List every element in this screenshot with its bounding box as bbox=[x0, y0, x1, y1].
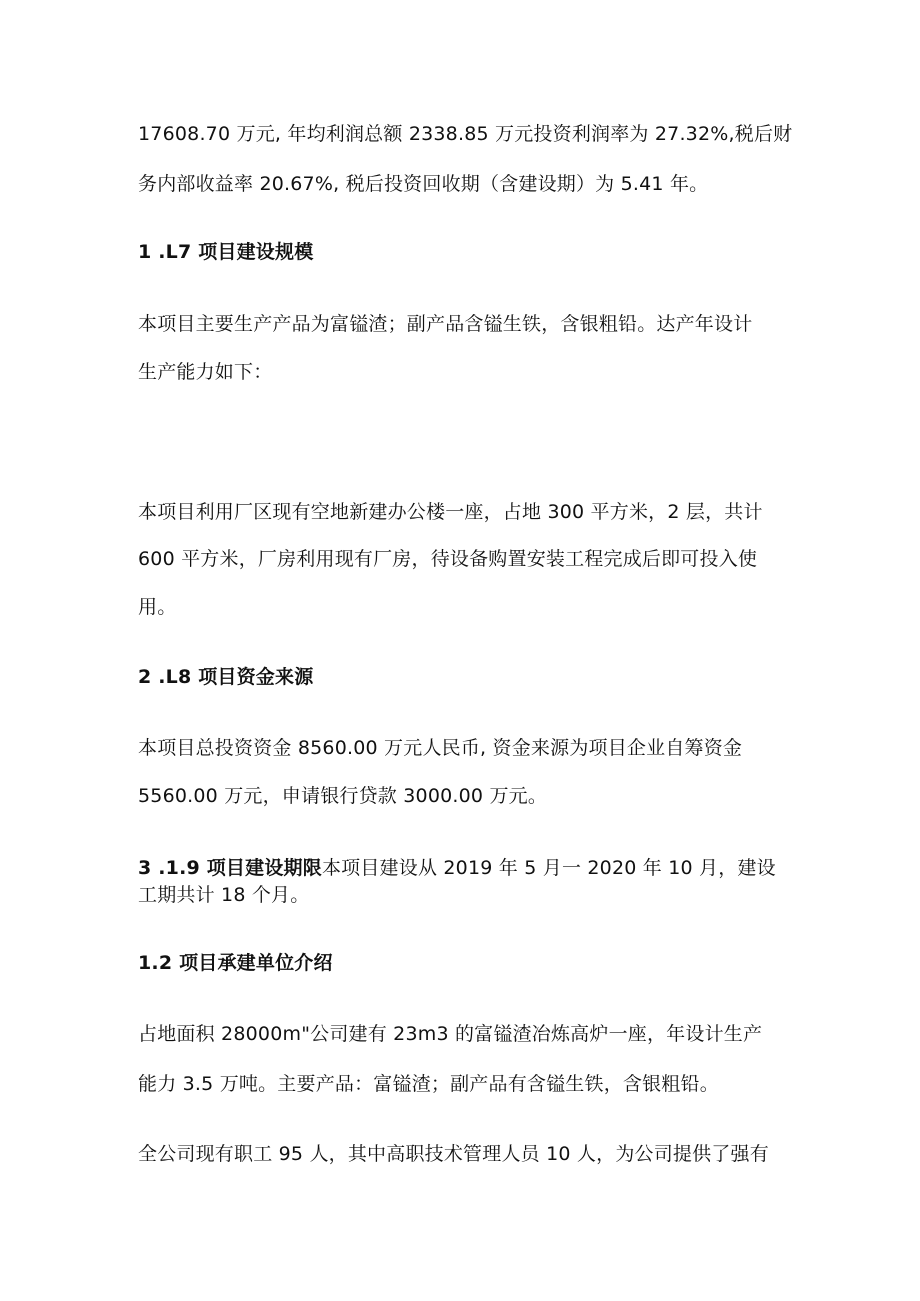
text-line: 17608.70 万元, 年均利润总额 2338.85 万元投资利润率为 27.32%,税后财 bbox=[138, 123, 793, 145]
text-line: 全公司现有职工 95 人，其中高职技术管理人员 10 人，为公司提供了强有 bbox=[138, 1143, 769, 1165]
section-heading: 2 .L8 项目资金来源 bbox=[138, 666, 314, 688]
text-line: 600 平方米，厂房利用现有厂房，待设备购置安装工程完成后即可投入使 bbox=[138, 548, 758, 570]
section-heading-inline bbox=[138, 856, 788, 880]
section-heading: 1.2 项目承建单位介绍 bbox=[138, 952, 333, 974]
section-heading: 3 .1.9 项目建设期限 bbox=[138, 857, 322, 879]
text-line: 本项目总投资资金 8560.00 万元人民币, 资金来源为项目企业自筹资金 bbox=[138, 737, 743, 759]
section-heading: 1 .L7 项目建设规模 bbox=[138, 241, 314, 263]
text-line: 工期共计 18 个月。 bbox=[138, 884, 310, 906]
text-line: 生产能力如下： bbox=[138, 361, 273, 383]
inline-text: 本项目建设从 2019 年 5 月一 2020 年 10 月，建设 bbox=[321, 857, 776, 879]
text-line: 本项目主要生产产品为富镒渣；副产品含镒生铁，含银粗铅。达产年设计 bbox=[138, 313, 753, 335]
text-line: 能力 3.5 万吨。主要产品：富镒渣；副产品有含镒生铁，含银粗铅。 bbox=[138, 1073, 719, 1095]
text-line: 本项目利用厂区现有空地新建办公楼一座，占地 300 平方米，2 层，共计 bbox=[138, 501, 763, 523]
text-line: 用。 bbox=[138, 596, 177, 618]
text-line: 占地面积 28000m"公司建有 23m3 的富镒渣冶炼高炉一座，年设计生产 bbox=[138, 1023, 763, 1045]
text-line: 务内部收益率 20.67%, 税后投资回收期（含建设期）为 5.41 年。 bbox=[138, 173, 709, 195]
text-line: 5560.00 万元，申请银行贷款 3000.00 万元。 bbox=[138, 785, 548, 807]
